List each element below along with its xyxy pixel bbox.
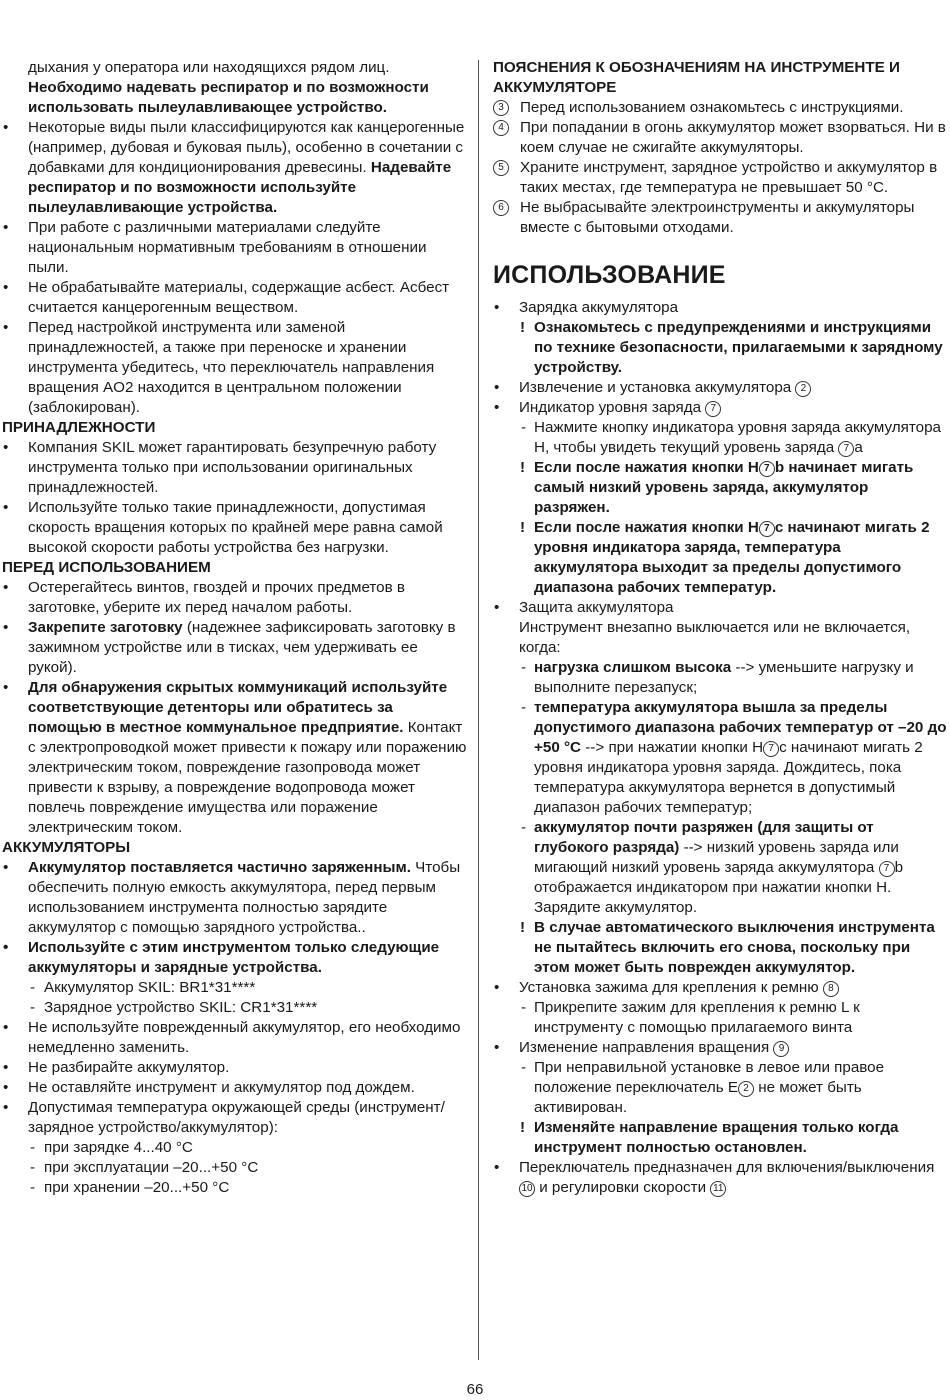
- heading-symbols: ПОЯСНЕНИЯ К ОБОЗНАЧЕНИЯМ НА ИНСТРУМЕНТЕ И АККУМУЛЯТОРЕ: [493, 59, 900, 96]
- symbol-item-6: 6 Не выбрасывайте электроинструменты и аккумуляторы вместе с бытовыми отходами.: [493, 198, 948, 238]
- note-temperature-level: ! Если после нажатия кнопки H 7 c начинают мигать 2 уровня индикатора заряда, температура аккумулятора выходит за пределы допустимого диапазона рабочих температур.: [493, 518, 948, 598]
- page-number: 66: [466, 1381, 484, 1398]
- circled-number-icon: 7: [759, 521, 775, 537]
- circled-number-icon: 7: [705, 401, 721, 417]
- symbol-item-4: 4 При попадании в огонь аккумулятор может взорваться. Ни в коем случае не сжигайте аккумуляторы.: [493, 118, 948, 158]
- symbol-item-5: 5 Храните инструмент, зарядное устройство и аккумулятор в таких местах, где температура не превышает 50 °C.: [493, 158, 948, 198]
- note-low-level: ! Если после нажатия кнопки H 7 b начинает мигать самый низкий уровень заряда, аккумулятор разряжен.: [493, 458, 948, 518]
- sub-press-button: - Нажмите кнопку индикатора уровня заряда аккумулятора H, чтобы увидеть текущий уровень заряда 7 a: [493, 418, 948, 458]
- sub-overtemp: - температура аккумулятора вышла за пределы допустимого диапазона рабочих температур от –20 до +50 °C --> при нажатии кнопки H 7 c начинают мигать 2 уровня индикатора уровня заряда. Дождитесь, пока температура аккумулятора вернется в допустимый диапазон рабочих температур;: [493, 698, 948, 818]
- circled-number-icon: 11: [710, 1181, 726, 1197]
- bullet-materials: • При работе с различными материалами следуйте национальным нормативным требованиям в отношении пыли.: [2, 218, 468, 278]
- circled-number-icon: 9: [773, 1041, 789, 1057]
- note-charging: ! Ознакомьтесь с предупреждениями и инструкциями по технике безопасности, прилагаемыми к зарядному устройству.: [493, 318, 948, 378]
- bullet-belt-clip: • Установка зажима для крепления к ремню 8: [493, 978, 948, 998]
- bullet-switch: • Переключатель предназначен для включения/выключения 10 и регулировки скорости 11: [493, 1158, 948, 1198]
- circled-number-icon: 3: [493, 100, 509, 116]
- bullet-charged: • Аккумулятор поставляется частично заряженным. Чтобы обеспечить полную емкость аккумулятора, перед первым использованием инструмента полностью зарядите аккумулятор с помощью зарядного устройства..: [2, 858, 468, 938]
- sub-charger-model: - Зарядное устройство SKIL: CR1*31****: [2, 998, 468, 1018]
- protection-text: Инструмент внезапно выключается или не включается, когда:: [519, 619, 911, 656]
- bullet-rain: • Не оставляйте инструмент и аккумулятор под дождем.: [2, 1078, 468, 1098]
- left-column: [2, 58, 468, 1198]
- bullet-only-batteries: • Используйте с этим инструментом только следующие аккумуляторы и зарядные устройства.: [2, 938, 468, 978]
- heading-before-use: ПЕРЕД ИСПОЛЬЗОВАНИЕМ: [2, 559, 211, 576]
- bullet-direction: • Изменение направления вращения 9: [493, 1038, 948, 1058]
- sub-direction: - При неправильной установке в левое или правое положение переключатель E 2 не может быть активирован.: [493, 1058, 948, 1118]
- note-auto-shutdown: ! В случае автоматического выключения инструмента не пытайтесь включить его снова, поскольку при этом может быть поврежден аккумулятор.: [493, 918, 948, 978]
- bullet-temperature: • Допустимая температура окружающей среды (инструмент/зарядное устройство/аккумулятор):: [2, 1098, 468, 1138]
- bullet-damaged: • Не используйте поврежденный аккумулятор, его необходимо немедленно заменить.: [2, 1018, 468, 1058]
- heading-accessories: ПРИНАДЛЕЖНОСТИ: [2, 419, 156, 436]
- bullet-remove-battery: • Извлечение и установка аккумулятора 2: [493, 378, 948, 398]
- sub-overload: - нагрузка слишком высока --> уменьшите нагрузку и выполните перезапуск;: [493, 658, 948, 698]
- bullet-protection: • Защита аккумулятора: [493, 598, 948, 618]
- bullet-asbestos: • Не обрабатывайте материалы, содержащие асбест. Асбест считается канцерогенным веществом.: [2, 278, 468, 318]
- bullet-charging: • Зарядка аккумулятора: [493, 298, 948, 318]
- circled-number-icon: 4: [493, 120, 509, 136]
- sub-belt-clip: - Прикрепите зажим для крепления к ремню L к инструменту с помощью прилагаемого винта: [493, 998, 948, 1038]
- bullet-clamp: • Закрепите заготовку (надежнее зафиксировать заготовку в зажимном устройстве или в тисках, чем удерживать ее рукой).: [2, 618, 468, 678]
- circled-number-icon: 10: [519, 1181, 535, 1197]
- circled-number-icon: 7: [759, 461, 775, 477]
- right-column: [493, 58, 948, 1198]
- circled-number-icon: 5: [493, 160, 509, 176]
- sub-temp-storage: - при хранении –20...+50 °C: [2, 1178, 468, 1198]
- bullet-charge-level: • Индикатор уровня заряда 7: [493, 398, 948, 418]
- bullet-hidden-utilities: • Для обнаружения скрытых коммуникаций используйте соответствующие детенторы или обратитесь за помощью в местное коммунальное предприятие. Контакт с электропроводкой может привести к пожару или поражению электрическим током, повреждение газопровода может привести к взрыву, а повреждение водопровода может повлечь повреждение имущества или поражение электрическим током.: [2, 678, 468, 838]
- symbol-item-3: 3 Перед использованием ознакомьтесь с инструкциями.: [493, 98, 948, 118]
- circled-number-icon: 7: [879, 861, 895, 877]
- circled-number-icon: 7: [763, 741, 779, 757]
- circled-number-icon: 2: [795, 381, 811, 397]
- bullet-disassemble: • Не разбирайте аккумулятор.: [2, 1058, 468, 1078]
- sub-deep-discharge: - аккумулятор почти разряжен (для защиты от глубокого разряда) --> низкий уровень заряда или мигающий низкий уровень заряда аккумулятора 7 b отображается индикатором при нажатии кнопки H. Зарядите аккумулятор.: [493, 818, 948, 918]
- sub-temp-charging: - при зарядке 4...40 °C: [2, 1138, 468, 1158]
- circled-number-icon: 2: [738, 1081, 754, 1097]
- bullet-setup: • Перед настройкой инструмента или заменой принадлежностей, а также при переноске и хранении инструмента убедитесь, что переключатель направления вращения AO2 находится в центральном положении (заблокирован).: [2, 318, 468, 418]
- column-divider: [478, 60, 479, 1360]
- circled-number-icon: 6: [493, 200, 509, 216]
- sub-battery-model: - Аккумулятор SKIL: BR1*31****: [2, 978, 468, 998]
- bullet-dust: • Некоторые виды пыли классифицируются как канцерогенные (например, дубовая и буковая пыль), особенно в сочетании с добавками для кондиционирования древесины. Надевайте респиратор и по возможности используйте пылеулавливающие устройства.: [2, 118, 468, 218]
- bullet-nails: • Остерегайтесь винтов, гвоздей и прочих предметов в заготовке, уберите их перед началом работы.: [2, 578, 468, 618]
- note-direction: ! Изменяйте направление вращения только когда инструмент полностью остановлен.: [493, 1118, 948, 1158]
- intro-paragraph: дыхания у оператора или находящихся рядом лиц. Необходимо надевать респиратор и по возможности использовать пылеулавливающее устройство.: [28, 59, 429, 116]
- circled-number-icon: 8: [823, 981, 839, 997]
- heading-usage: ИСПОЛЬЗОВАНИЕ: [493, 261, 726, 289]
- circled-number-icon: 7: [838, 441, 854, 457]
- sub-temp-operation: - при эксплуатации –20...+50 °C: [2, 1158, 468, 1178]
- bullet-accessories-2: • Используйте только такие принадлежности, допустимая скорость вращения которых по крайней мере равна самой высокой скорости работы устройства без нагрузки.: [2, 498, 468, 558]
- heading-batteries: АККУМУЛЯТОРЫ: [2, 839, 131, 856]
- bullet-accessories-1: • Компания SKIL может гарантировать безупречную работу инструмента только при использовании оригинальных принадлежностей.: [2, 438, 468, 498]
